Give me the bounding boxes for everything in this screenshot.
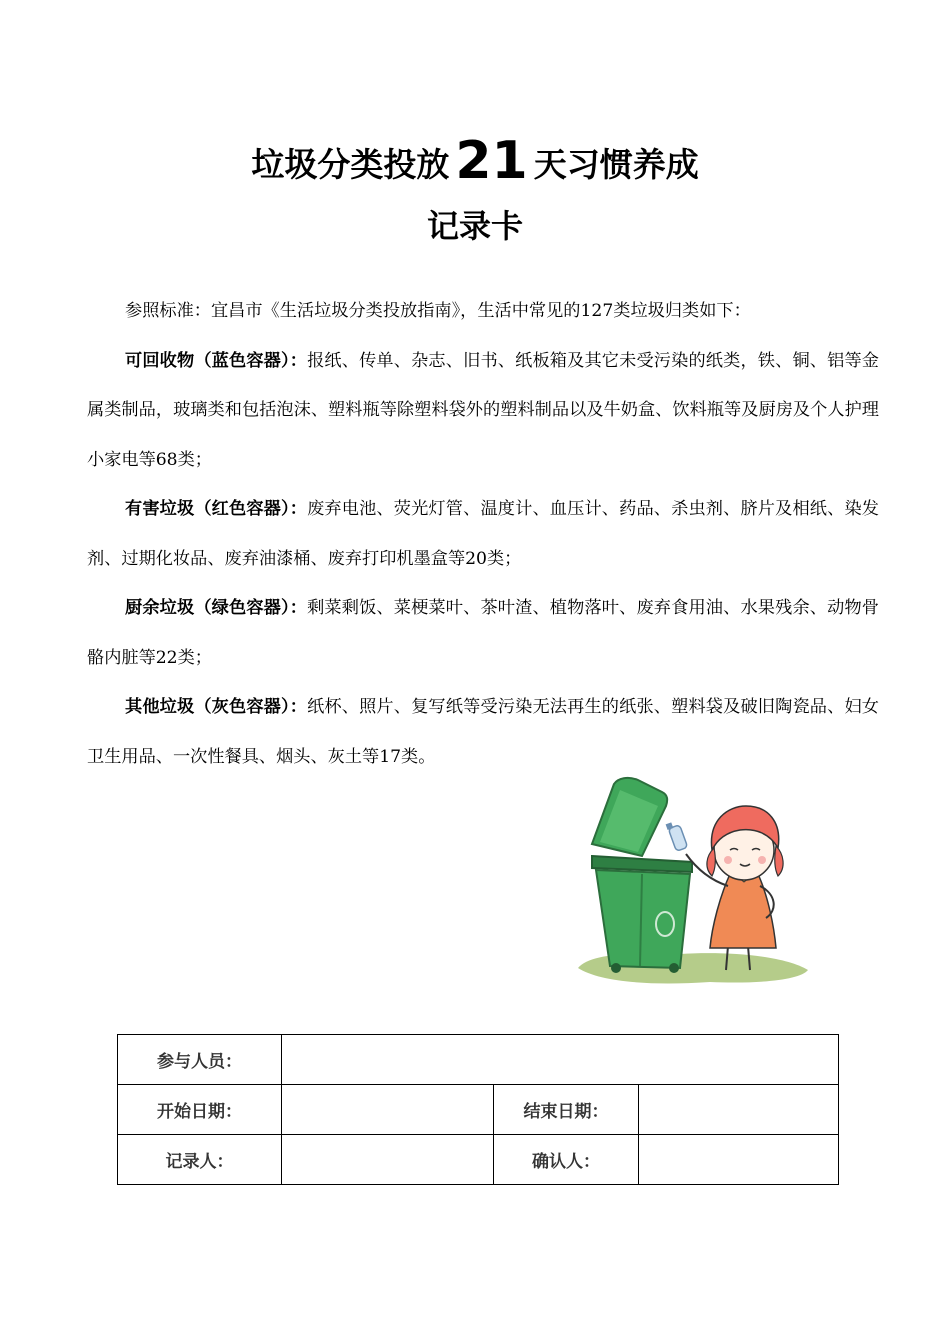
- participants-label: 参与人员：: [118, 1035, 282, 1085]
- category-other: [87, 683, 879, 782]
- title-suffix: 天习惯养成: [533, 145, 699, 184]
- confirmer-field[interactable]: [639, 1135, 839, 1185]
- category-text: 废弃电池、荧光灯管、温度计、血压计、药品、杀虫剂、脐片及相纸、染发剂、过期化妆品、废弃油漆桶、废弃打印机墨盒等20类；: [87, 499, 879, 569]
- page-title: [0, 128, 950, 198]
- start-date-field[interactable]: [282, 1085, 494, 1135]
- category-label: 可回收物（蓝色容器）：: [125, 350, 308, 371]
- category-hazardous: [87, 485, 879, 584]
- category-label: 厨余垃圾（绿色容器）：: [125, 598, 308, 618]
- category-label: 有害垃圾（红色容器）：: [125, 499, 308, 519]
- table-row: [118, 1085, 839, 1135]
- participants-field[interactable]: [282, 1035, 839, 1085]
- bottle-icon: [666, 822, 688, 851]
- guide-text: [87, 287, 879, 782]
- end-date-field[interactable]: [639, 1085, 839, 1135]
- confirmer-label: 确认人：: [494, 1135, 639, 1185]
- record-form-table: [117, 1034, 839, 1185]
- table-row: [118, 1135, 839, 1185]
- category-kitchen: [87, 584, 879, 683]
- table-row: [118, 1035, 839, 1085]
- category-label: 其他垃圾（灰色容器）：: [125, 697, 308, 717]
- intro-paragraph: 参照标准：宜昌市《生活垃圾分类投放指南》，生活中常见的127类垃圾归类如下：: [125, 301, 751, 321]
- title-number: 21: [455, 131, 528, 191]
- recorder-label: 记录人：: [118, 1135, 282, 1185]
- bin-body: [596, 870, 690, 968]
- girl-with-recycling-bin-illustration: [570, 776, 815, 991]
- category-text: 报纸、传单、杂志、旧书、纸板箱及其它未受污染的纸类，铁、铜、铝等金属类制品，玻璃类和包括泡沫、塑料瓶等除塑料袋外的塑料制品以及牛奶盒、饮料瓶等及厨房及个人护理小家电等68类；: [87, 350, 879, 470]
- start-date-label: 开始日期：: [118, 1085, 282, 1135]
- page-subtitle: 记录卡: [426, 207, 523, 245]
- category-text: 剩菜剩饭、菜梗菜叶、茶叶渣、植物落叶、废弃食用油、水果残余、动物骨骼内脏等22类；: [87, 598, 879, 668]
- category-text: 纸杯、照片、复写纸等受污染无法再生的纸张、塑料袋及破旧陶瓷品、妇女卫生用品、一次性餐具、烟头、灰土等17类。: [87, 697, 879, 767]
- recorder-field[interactable]: [282, 1135, 494, 1185]
- end-date-label: 结束日期：: [494, 1085, 639, 1135]
- title-prefix: 垃圾分类投放: [251, 145, 450, 184]
- girl-dress: [710, 874, 776, 948]
- category-recyclable: [87, 337, 879, 486]
